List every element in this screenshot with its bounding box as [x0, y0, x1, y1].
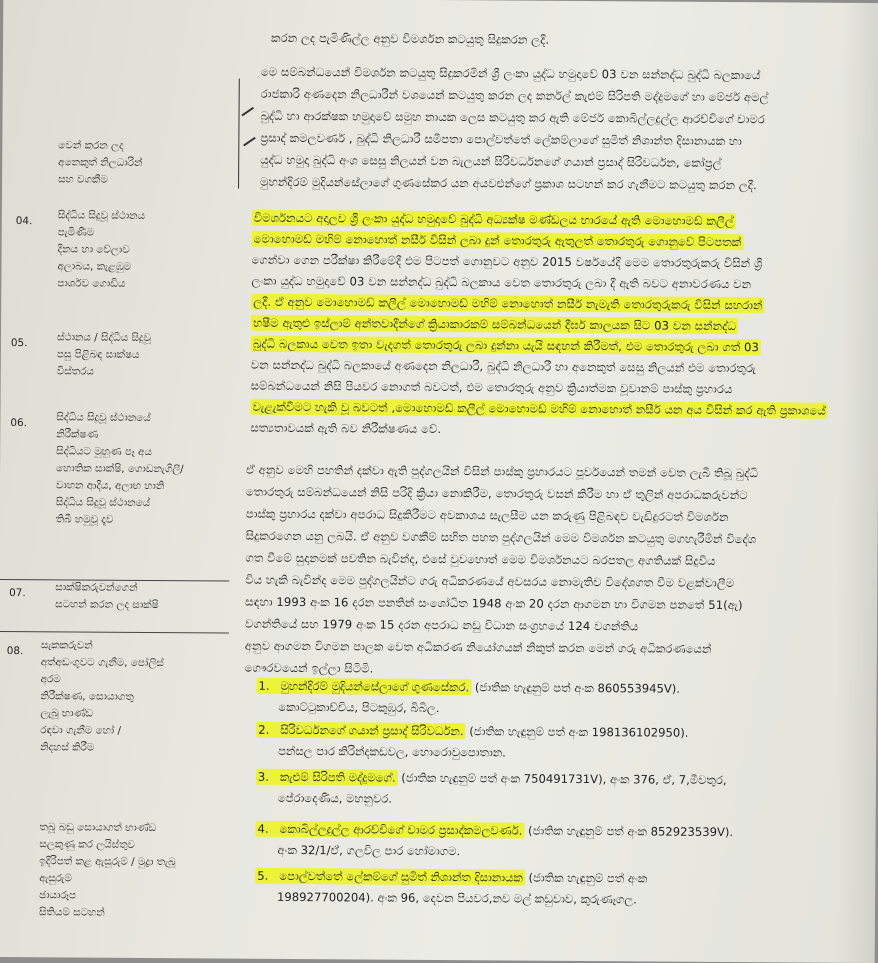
margin-label: වෙන් කරන ලද අනෙකුත් නිලධාරින් සහ වගකීම: [58, 139, 143, 186]
para2-line: ලදී. ඒ අනුව මොහොමඩ් කලීල් මොහොමඩ් මහිම් නොහොත් නසීර් නැමැති තොරතුරුකරු විසින් සහරාන්: [251, 295, 764, 314]
para3-line: තොරතුරු සම්බන්ධයෙන් නිසි පරිදි ක්‍රියා නොකිරීම, තොරතුරු වසන් කිරීම හා ඒ තුලින් අපරාධකරුවන්ට: [245, 484, 748, 503]
para2-line: ගෙන්වා ගෙන පරීක්ෂා කිරීමේදී එම පිටපත් ගොනුවට අනුව 2015 වර්ෂයේදී මෙම තොරතුරුකරු විසින් ශ්‍රී: [251, 252, 763, 271]
para2-line: වැළැක්වීමට හැකි වූ බවටත් ,මොහොමඩ් කලීල් මොහොමඩ් මහිම් නොහොත් නසීර් යන අය විසින් කර ඇති ප්‍රකාශයේ: [250, 400, 827, 419]
para2-line: ලංකා යුද්ධ හමුදාවේ 03 වන සන්නද්ධ බුද්ධි බලකාය වෙත තොරතුරු ලබා දී ඇති බවට අනාවරණය වන: [251, 273, 752, 292]
para3-line: සඳහා 1993 අංක 16 දරන පනතින් සංශෝධිත 1948 අංක 20 දරන ආගමන හා විගමන පනතේ 51(ඇ): [245, 594, 743, 613]
top-note: කරන ලද පැමිණිල්ල අනුව විමර්ශන කටයුතු සිදුකරන ලදී.: [271, 30, 550, 47]
margin-tick-mark: [241, 107, 253, 116]
para1-line: මුහන්දිරම් මුදියන්සේලාගේ ගුණසේකර යන අයවළුන්ගේ ප්‍රකාශ සටහන් කර ගැනීමට කටයුතු කරන ලදී.: [260, 174, 757, 193]
para2-line: මොහොමඩ් මහිම් නොහොත් නසීර් විසින් ලබා දුන් තොරතුරු ඇතුලත් තොරතුරු ගොනුවේ පිටපතක්: [252, 232, 744, 250]
suspect-item: 2. සිරිවර්ධනගේ ගයාන් ප්‍රසාද් සිරිවර්ධන. (ජාතික හැඳුනුම් පත් අංක 198136102950).: [256, 723, 688, 741]
section-number: 08.: [6, 644, 24, 658]
suspect-item: 4. කොබිල්ලදුල්ල ආරච්චිගේ චාමර ප්‍රසාද්කමලවර්ණ. (ජාතික හැඳුනුම් පත් අංක 852923539V).: [256, 822, 734, 840]
para2-line: වන සන්නද්ධ බුද්ධි බලකායේ අණදෙන නිලධාරී, බුද්ධි නිලධාරී හා අනෙකුත් සෙසු නිලයන් එම තොරතුරු: [250, 357, 756, 376]
margin-tick-mark: [243, 137, 255, 146]
para1-line: මෙ සම්බන්ධයෙන් විමර්ශන කටයුතු සිදුකරමින් ශ්‍රී ලංකා යුද්ධ හමුදාවේ 03 වන සන්නද්ධ බුද්ධි බලකායේ: [260, 64, 761, 83]
suspect-address: අංක 32/1/ඒ, ගලවිල පාර හෝමාගම.: [277, 842, 461, 859]
section-divider: [0, 631, 229, 634]
para1-line: බුද්ධි හා ආරක්ෂක හමුදාවේ සමුහ නායක ලෙස කටයුතු කර ඇති මේජර් කොබිල්ලදුල්ල ආරච්චිගේ චාමර: [260, 108, 765, 127]
section-number: 04.: [15, 215, 33, 228]
suspect-item: 3. කැළුම් සිරිපති මද්දුමගේ. (ජාතික හැඳුනුම් පත් අංක 750491731V), අංක 376, ඒ, 7,මීවතුර,: [256, 770, 727, 788]
para3-line: පාස්කු ප්‍රහාරය දක්වා අපරාධ සිදුකිරීමට අවකාශය සැලසීම යන කරුණු පිළිබඳව වැඩිදුරටත් විමර්ශන: [245, 506, 729, 525]
para3-line: සිදුකරගෙන යනු ලබයි. ඒ අනුව වගකීම් සහිත පහත පුද්ගලයින් මෙම විමර්ශන කටයුතු මගහැරීමින් විදේශ: [245, 528, 757, 547]
para3-line: වගන්තියේ සහ 1979 අංක 15 දරන අපරාධ නඩු විධාන සංග්‍රහයේ 124 වගන්තිය: [244, 616, 639, 634]
para3-line: විය හැකි බැවින්ද මෙම පුද්ගලයින්ට ගරු අධිකරණයේ අවසරය නොමැතිව විදේශගත වීම වළක්වාලීම: [245, 572, 735, 591]
para3-line: අනුව ආගමන විගමන පාලක වෙත අධිකරණ නියෝගයක් නිකුත් කරන මෙන් ගරු අධිකරණයෙන්: [244, 638, 712, 656]
para2-line: සම්බන්ධයෙන් නිසි පියවර නොගත් බවටත්, එම තොරතුරු අනුව ක්‍රියාත්මක වූවානම් පාස්කු ප්‍රහාරය: [250, 378, 733, 397]
suspect-item: 1. මුහන්දිරම් මුදියන්සේලාගේ ගුණසේකර. (ජාතික හැඳුනුම් පත් අංක 860553945V).: [257, 679, 681, 697]
suspect-address: පේරාදෙණිය, මහනුවර.: [277, 790, 393, 806]
para3-line: ඒ අනුව මෙහි පහතින් දක්වා ඇති පුද්ගලයින් විසින් පාස්කු ප්‍රහාරයට පූර්වයෙන් තමන් වෙත ලැබී තිබූ බුද්ධි: [246, 462, 759, 481]
para2-line: හෂීම ඇතුළු ඉස්ලාම් අන්තවාදීන්ගේ ක්‍රියාකාරකම් සම්බන්ධයෙන් දීර්ඝ කාලයක සිට 03 වන සන්නද්ධ: [251, 316, 738, 334]
margin-label: තබූ බඩු සොයාගත් භාණ්ඩ සලකුණු කර ලයිස්තුව ඉදිරිපත් කළ ඇසුරුම් / මුද්‍රා තැබූ ඇසුරුම් ඡායාරූප සිතියම් සටහන්: [38, 821, 176, 919]
para3-line: ගත වීමේ සුදානමක් පවතින බැවින්ද, එසේ වුවහොත් මෙම විමර්ශනයට බරපතල අගතියක් සිදුවිය: [245, 550, 716, 568]
suspect-address: 198927700204). අංක 96, දෙවන පියවර,නව මල් කඩුවාව, කුරුණෑගල.: [277, 889, 637, 907]
margin-label: සැකකරුවන් අත්අඩංගුවට ගැනීම, පෝලිස් අරම නිරීක්ෂණ, සොයාගතු ලැබූ භාණ්ඩ රඳවා ගැනීම හෝ / නිදහස් කිරීම: [40, 639, 164, 754]
section-number: 05.: [10, 337, 28, 350]
para1-line: යුද්ධ හමුදා බුද්ධි අංශ සෙසු නිලයන් වන බැලයන් සිරිවර්ධනගේ ගයාන් ප්‍රසාද් සිරිවර්ධන, කෝප්‍රල්: [260, 152, 722, 170]
para3-line: ගෞරවයෙන් ඉල්ලා සිටිමි.: [244, 660, 374, 676]
suspect-address: පන්සල පාර කිරින්දකඩවල, හොරොවුපොතාන.: [278, 743, 506, 760]
suspect-address: කොට්ටුකාච්චිය, පිටකුඹුර, බිබිල.: [278, 699, 440, 716]
section-number: 06.: [10, 417, 27, 430]
margin-label: සාක්ෂිකරුවන්ගෙන් සටහන් කරන ලද සාක්ෂි: [55, 581, 159, 612]
para2-line: විමර්ශනයට අදාලව ශ්‍රී ලංකා යුද්ධ හමුදාවේ බුද්ධි අධ්‍යක්ෂ මණ්ඩලය භාරයේ ඇති මොහොමඩ් කලීල්: [252, 211, 736, 229]
para2-line: බුද්ධි බලකාය වෙත ඉතා වැදගත් තොරතුරු ලබා දුන්නා යැයි සඳහන් කිරීමත්, එම තොරතුරු ලබා ගත් 03: [251, 337, 761, 356]
margin-brace-mark: [238, 79, 240, 189]
margin-label: සිද්ධිය සිදුවූ ස්ථානයේ නිරීක්ෂණ සිද්ධියට මුහුණ පෑ අය හොතික සාක්ෂි, ගොඩනැගිලි/ වාහන ආදිය, අලාභ හානි සිද්ධිය සිදුවූ ස්ථානයේ තිබී හමුවූ දෑව: [55, 411, 184, 526]
para1-line: රාජකාරි අණදෙන නිලධාරීන් වශයෙන් කටයුතු කරන ලද කර්නල් කැළුම් සිරිපති මද්දුමගේ හා මේජර් අමල්: [260, 86, 769, 105]
suspect-item: 5. පොල්වත්තේ ලේකම්ගේ සුමිත් නිශාන්ත දිසානායක (ජාතික හැඳුනුම් පත් අංක: [255, 869, 647, 887]
section-number: 07.: [9, 587, 26, 600]
para1-line: ප්‍රසාද් කමලවර්ණ , බුද්ධි නිලධාරී සමීපතා පොල්වත්තේ ලේකම්ලාගේ සුමිත් නිශාන්ත දිසානායක හා: [260, 130, 743, 149]
margin-label: සිද්ධිය සිදුවූ ස්ථානය පැමිණීම දිනය හා වේලාව අලාබය, කැළඹුම පාර්ශව ගොඩිය: [57, 209, 146, 290]
margin-label: ස්ථානය / සිද්ධිය සිදුවූ පසු පිළිබඳ සාක්ෂය විස්තරය: [56, 331, 152, 378]
para2-line: සත්‍යතාවයක් ඇති බව නිරීක්ෂණය වේ.: [250, 420, 442, 437]
